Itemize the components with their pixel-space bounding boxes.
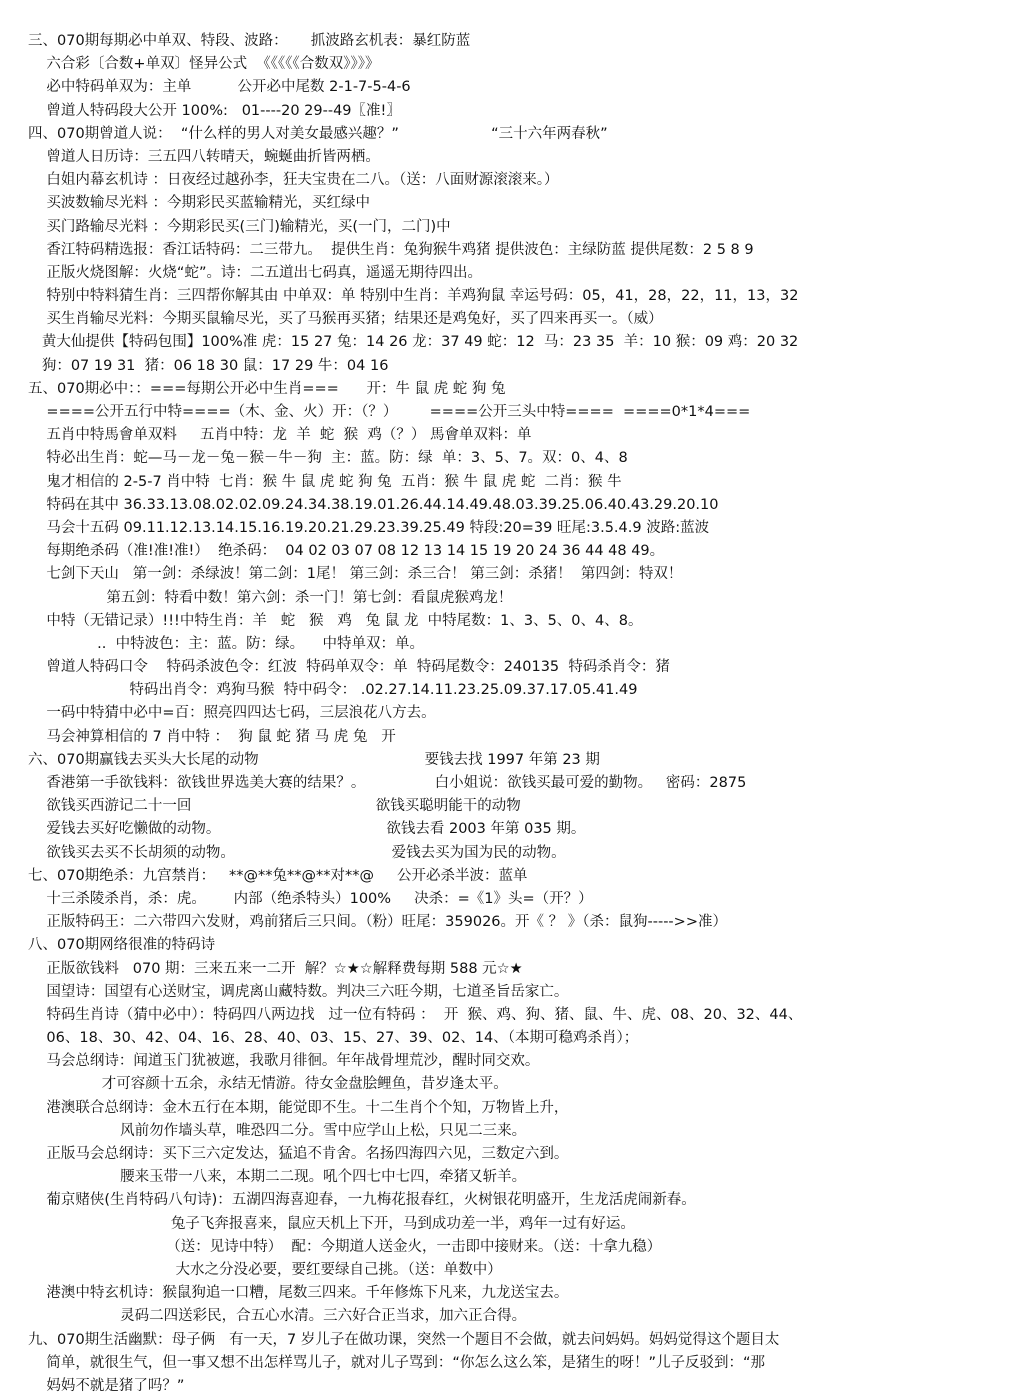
- text-line: 曾道人特码口令 特码杀波色令：红波 特码单双令：单 特码尾数令：240135 特码杀肖令：猪: [28, 656, 1003, 679]
- text-line: 特码出肖令：鸡狗马猴 特中码令： .02.27.14.11.23.25.09.37.17.05.41.49: [28, 679, 1003, 702]
- text-line: 买生肖输尽光料：今期买鼠输尽光，买了马猴再买猪；结果还是鸡兔好，买了四来再买一。（威）: [28, 308, 1003, 331]
- text-line: 中特（无错记录）!!!中特生肖：羊 蛇 猴 鸡 兔 鼠 龙 中特尾数：1、3、5、0、4、8。: [28, 610, 1003, 633]
- document-page: [28, 30, 1003, 1398]
- text-line: 马会总纲诗：闻道玉门犹被遮，我歌月徘徊。年年战骨埋荒沙，醒时同交欢。: [28, 1050, 1003, 1073]
- text-line: 五肖中特馬會单双料 五肖中特：龙 羊 蛇 猴 鸡（？） 馬會单双料：单: [28, 424, 1003, 447]
- text-line: 爱钱去买好吃懒做的动物。 欲钱去看 2003 年第 035 期。: [28, 818, 1003, 841]
- text-line: 六合彩〔合数+单双〕怪异公式 《《《《《合数双》》》》: [28, 53, 1003, 76]
- text-line: 大水之分没必要，要红要绿自己挑。（送：单数中）: [28, 1259, 1003, 1282]
- text-line: 曾道人日历诗：三五四八转晴天，蜿蜒曲折皆两栖。: [28, 146, 1003, 169]
- section-6: [28, 749, 1003, 865]
- text-line: 八、070期网络很准的特码诗: [28, 934, 1003, 957]
- text-line: ====公开五行中特====（木、金、火）开：（？） ====公开三头中特==== ====0*1*4===: [28, 401, 1003, 424]
- section-3: [28, 30, 1003, 123]
- text-line: 一码中特猜中必中=百：照亮四四达七码，三层浪花八方去。: [28, 702, 1003, 725]
- text-line: 白姐内幕玄机诗 ：日夜经过越孙李，狂夫宝贵在二八。（送：八面财源滚滚来。）: [28, 169, 1003, 192]
- section-4: [28, 123, 1003, 378]
- text-line: 正版特码王：二六带四六发财，鸡前猪后三只间。（粉）旺尾：359026。开《 ？ 》（杀：鼠狗----->>准）: [28, 911, 1003, 934]
- text-line: 香江特码精选报：香江话特码：二三带九。 提供生肖：兔狗猴牛鸡猪 提供波色：主绿防蓝 提供尾数：2 5 8 9: [28, 239, 1003, 262]
- text-line: 四、070期曾道人说： “什么样的男人对美女最感兴趣？” “三十六年两春秋”: [28, 123, 1003, 146]
- text-line: 必中特码单双为：主单 公开必中尾数 2-1-7-5-4-6: [28, 76, 1003, 99]
- text-line: 五、070期必中：：===每期公开必中生肖=== 开：牛 鼠 虎 蛇 狗 兔: [28, 378, 1003, 401]
- text-line: 欲钱买西游记二十一回 欲钱买聪明能干的动物: [28, 795, 1003, 818]
- text-line: 六、070期赢钱去买头大长尾的动物 要钱去找 1997 年第 23 期: [28, 749, 1003, 772]
- section-7: [28, 865, 1003, 935]
- text-line: 狗：07 19 31 猪：06 18 30 鼠：17 29 牛：04 16: [28, 355, 1003, 378]
- text-line: 特别中特料猜生肖：三四帮你解其由 中单双：单 特别中生肖：羊鸡狗鼠 幸运号码：05，41，28，22，11，13，32: [28, 285, 1003, 308]
- text-line: 买波数输尽光料 ：今期彩民买蓝输精光，买红绿中: [28, 192, 1003, 215]
- text-line: 才可容颜十五余，永结无情游。待女金盘脍鲤鱼，昔岁逢太平。: [28, 1073, 1003, 1096]
- text-line: （送：见诗中特） 配：今期道人送金火，一击即中接财来。（送：十拿九稳）: [28, 1236, 1003, 1259]
- text-line: 鬼才相信的 2-5-7 肖中特 七肖：猴 牛 鼠 虎 蛇 狗 兔 五肖：猴 牛 鼠 虎 蛇 二肖：猴 牛: [28, 471, 1003, 494]
- text-line: .. 中特波色：主：蓝。防：绿。 中特单双：单。: [28, 633, 1003, 656]
- text-line: 特必出生肖：蛇—马－龙－兔－猴－牛－狗 主：蓝。防：绿 单：3、5、7。双：0、4、8: [28, 447, 1003, 470]
- text-line: 曾道人特码段大公开 100%: 01----20 29--49〖准!〗: [28, 100, 1003, 123]
- text-line: 正版火烧图解：火烧“蛇”。诗：二五道出七码真，遥遥无期待四出。: [28, 262, 1003, 285]
- text-line: 国望诗：国望有心送财宝，调虎离山藏特数。判决三六旺今期，七道圣旨岳家亡。: [28, 981, 1003, 1004]
- section-8: [28, 934, 1003, 1328]
- text-line: 妈妈不就是猪了吗？”: [28, 1375, 1003, 1398]
- text-line: 葡京赌侠(生肖特码八句诗)：五湖四海喜迎春，一九梅花报春红，火树银花明盛开，生龙活虎闹新春。: [28, 1189, 1003, 1212]
- text-line: 风前勿作墙头草，唯恐四二分。雪中应学山上松，只见二三来。: [28, 1120, 1003, 1143]
- text-line: 特码生肖诗（猜中必中）：特码四八两边找 过一位有特码 ： 开 猴、鸡、狗、猪、鼠、牛、虎、08、20、32、44、: [28, 1004, 1003, 1027]
- text-line: 九、070期生活幽默：母子俩 有一天，7 岁儿子在做功课，突然一个题目不会做，就去问妈妈。妈妈觉得这个题目太: [28, 1329, 1003, 1352]
- text-line: 第五剑：特看中数！第六剑：杀一门！第七剑：看鼠虎猴鸡龙！: [28, 587, 1003, 610]
- text-line: 灵码二四送彩民，合五心水清。三六好合正当求，加六正合得。: [28, 1305, 1003, 1328]
- text-line: 黄大仙提供【特码包围】100%准 虎：15 27 兔：14 26 龙：37 49 蛇：12 马：23 35 羊：10 猴：09 鸡：20 32: [28, 331, 1003, 354]
- text-line: 十三杀陵杀肖，杀：虎。 内部（绝杀特头）100% 决杀：=《1》头=（开？）: [28, 888, 1003, 911]
- text-line: 每期绝杀码（准!准!准!） 绝杀码： 04 02 03 07 08 12 13 14 15 19 20 24 36 44 48 49。: [28, 540, 1003, 563]
- text-line: 简单，就很生气，但一事又想不出怎样骂儿子，就对儿子骂到：“你怎么这么笨，是猪生的呀！”儿子反驳到：“那: [28, 1352, 1003, 1375]
- text-line: 马会神算相信的 7 肖中特 ： 狗 鼠 蛇 猪 马 虎 兔 开: [28, 726, 1003, 749]
- text-line: 港澳联合总纲诗：金木五行在本期，能觉即不生。十二生肖个个知，万物皆上升，: [28, 1097, 1003, 1120]
- text-line: 欲钱买去买不长胡须的动物。 爱钱去买为国为民的动物。: [28, 842, 1003, 865]
- text-line: 七、070期绝杀：九宫禁肖： **@**兔**@**对**@ 公开必杀半波：蓝单: [28, 865, 1003, 888]
- text-line: 买门路输尽光料 ：今期彩民买(三门)输精光，买(一门，二门)中: [28, 216, 1003, 239]
- text-line: 三、070期每期必中单双、特段、波路： 抓波路玄机表：暴红防蓝: [28, 30, 1003, 53]
- text-line: 香港第一手欲钱料：欲钱世界选美大赛的结果？。 白小姐说：欲钱买最可爱的勤物。 密码：2875: [28, 772, 1003, 795]
- text-line: 七剑下天山 第一剑：杀绿波！第二剑：1尾！ 第三剑：杀三合！ 第三剑：杀猪！ 第四剑：特双！: [28, 563, 1003, 586]
- text-line: 正版欲钱料 070 期：三来五来一二开 解？☆★☆解释费每期 588 元☆★: [28, 958, 1003, 981]
- text-line: 兔子飞奔报喜来，鼠应天机上下开，马到成功差一半，鸡年一过有好运。: [28, 1213, 1003, 1236]
- text-line: 正版马会总纲诗：买下三六定发达，猛追不肯舍。名扬四海四六见，三数定六到。: [28, 1143, 1003, 1166]
- text-line: 06、18、30、42、04、16、28、40、03、15、27、39、02、14、（本期可稳鸡杀肖）；: [28, 1027, 1003, 1050]
- text-line: 特码在其中 36.33.13.08.02.02.09.24.34.38.19.01.26.44.14.49.48.03.39.25.06.40.43.29.20.10: [28, 494, 1003, 517]
- text-line: 腰来玉带一八来，本期二二现。吼个四七中七四，牵猪又斩羊。: [28, 1166, 1003, 1189]
- section-5: [28, 378, 1003, 749]
- text-line: 港澳中特玄机诗：猴鼠狗追一口糟，尾数三四来。千年修炼下凡来，九龙送宝去。: [28, 1282, 1003, 1305]
- text-line: 马会十五码 09.11.12.13.14.15.16.19.20.21.29.23.39.25.49 特段:20=39 旺尾:3.5.4.9 波路:蓝波: [28, 517, 1003, 540]
